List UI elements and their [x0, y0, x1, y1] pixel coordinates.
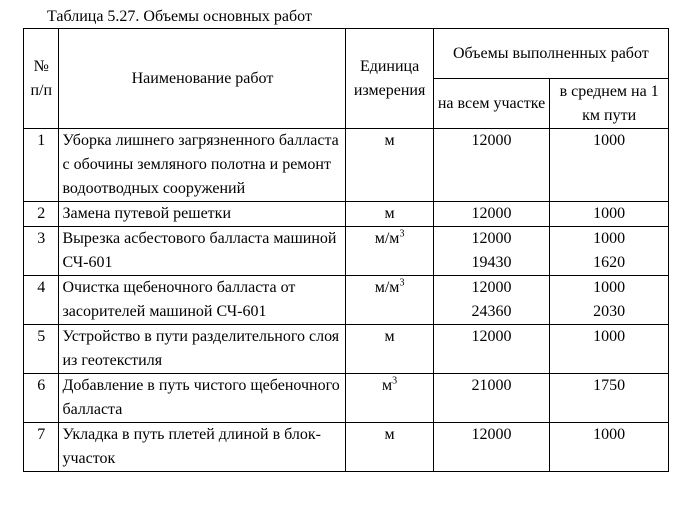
per-km-volume-cell	[550, 276, 669, 325]
per-km-volume-value: 1000	[593, 328, 626, 345]
unit-cell	[346, 423, 433, 472]
row-number: 6	[24, 374, 59, 423]
header-num-line1: №	[33, 57, 49, 75]
header-total: на всем участке	[433, 79, 550, 129]
total-volume-value: 12000	[471, 132, 512, 149]
total-volume-value: 21000	[471, 377, 512, 394]
total-volume-cell	[433, 374, 550, 423]
header-volumes: Объемы выполненных работ	[433, 29, 668, 79]
unit-cell	[346, 374, 433, 423]
unit-base: м	[384, 328, 395, 345]
unit-cell	[346, 325, 433, 374]
work-name: Вырезка асбестового балласта машиной СЧ-601	[59, 227, 346, 276]
unit-cell	[346, 227, 433, 276]
row-number: 2	[24, 202, 59, 227]
table-row	[24, 374, 669, 423]
unit-superscript: 3	[399, 277, 405, 289]
unit-base: м	[382, 377, 393, 394]
per-km-volume-cell	[550, 202, 669, 227]
header-num-line2: п/п	[30, 81, 53, 99]
header-per-km: в среднем на 1 км пути	[550, 79, 669, 129]
unit-base: м/м	[374, 230, 400, 247]
per-km-volume-value: 2030	[593, 303, 626, 320]
work-name: Добавление в путь чистого щебеночного балласта	[59, 374, 346, 423]
table-row	[24, 202, 669, 227]
total-volume-cell	[433, 202, 550, 227]
work-name: Уборка лишнего загрязненного балласта с обочины земляного полотна и ремонт водоотводных сооружений	[59, 129, 346, 202]
total-volume-cell	[433, 276, 550, 325]
per-km-volume-cell	[550, 374, 669, 423]
header-unit	[346, 29, 433, 129]
row-number: 3	[24, 227, 59, 276]
work-name: Укладка в путь плетей длиной в блок-участок	[59, 423, 346, 472]
total-volume-value: 12000	[471, 328, 512, 345]
header-unit-line2: измерения	[353, 81, 426, 99]
table-row	[24, 276, 669, 325]
unit-cell	[346, 129, 433, 202]
per-km-volume-cell	[550, 423, 669, 472]
total-volume-cell	[433, 423, 550, 472]
work-name: Замена путевой решетки	[59, 202, 346, 227]
total-volume-cell	[433, 227, 550, 276]
work-name: Очистка щебеночного балласта от засорителей машиной СЧ-601	[59, 276, 346, 325]
unit-base: м	[384, 205, 395, 222]
total-volume-value: 12000	[471, 279, 512, 296]
per-km-volume-value: 1000	[593, 230, 626, 247]
unit-cell	[346, 202, 433, 227]
total-volume-value: 19430	[471, 254, 512, 271]
per-km-volume-value: 1000	[593, 426, 626, 443]
header-name: Наименование работ	[59, 29, 346, 129]
unit-cell	[346, 276, 433, 325]
total-volume-cell	[433, 325, 550, 374]
table-row	[24, 423, 669, 472]
unit-base: м	[384, 426, 395, 443]
row-number: 5	[24, 325, 59, 374]
total-volume-value: 12000	[471, 205, 512, 222]
table-row	[24, 325, 669, 374]
table-caption: Таблица 5.27. Объемы основных работ	[47, 8, 312, 25]
table-body	[24, 129, 669, 472]
per-km-volume-cell	[550, 325, 669, 374]
per-km-volume-value: 1000	[593, 132, 626, 149]
per-km-volume-value: 1750	[593, 377, 626, 394]
total-volume-cell	[433, 129, 550, 202]
unit-superscript: 3	[399, 228, 405, 240]
per-km-volume-value: 1000	[593, 279, 626, 296]
per-km-volume-value: 1000	[593, 205, 626, 222]
table-row	[24, 129, 669, 202]
table-row	[24, 227, 669, 276]
works-volume-table	[23, 28, 669, 472]
row-number: 1	[24, 129, 59, 202]
total-volume-value: 24360	[471, 303, 512, 320]
header-unit-line1: Единица	[359, 57, 420, 75]
unit-superscript: 3	[392, 375, 398, 387]
header-num	[24, 29, 59, 129]
unit-base: м	[384, 132, 395, 149]
total-volume-value: 12000	[471, 426, 512, 443]
per-km-volume-cell	[550, 227, 669, 276]
total-volume-value: 12000	[471, 230, 512, 247]
per-km-volume-value: 1620	[593, 254, 626, 271]
per-km-volume-cell	[550, 129, 669, 202]
row-number: 4	[24, 276, 59, 325]
work-name: Устройство в пути разделительного слоя из геотекстиля	[59, 325, 346, 374]
unit-base: м/м	[374, 279, 400, 296]
row-number: 7	[24, 423, 59, 472]
